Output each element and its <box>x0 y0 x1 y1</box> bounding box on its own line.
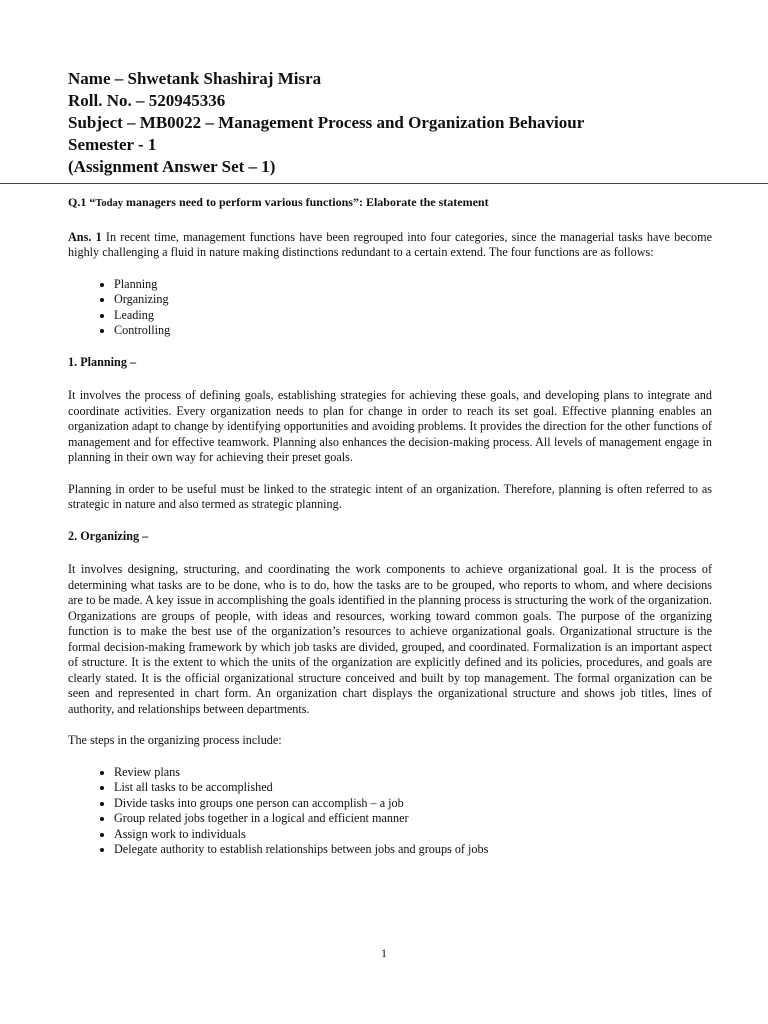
document-header <box>68 68 748 178</box>
answer-intro-text: In recent time, management functions have been regrouped into four categories, since the managerial tasks have become highly challenging a fluid in nature making distinctions redundant to a certain extend. The four functions are as follows: <box>68 229 712 259</box>
list-item: • Divide tasks into groups one person can accomplish – a job <box>114 796 712 812</box>
assignment-set: (Assignment Answer Set – 1) <box>68 157 276 176</box>
functions-list <box>68 277 712 339</box>
list-item: • Delegate authority to establish relationships between jobs and groups of jobs <box>114 842 712 858</box>
organizing-heading: 2. Organizing – <box>68 528 149 543</box>
list-item: • Organizing <box>114 292 712 308</box>
list-item: • Planning <box>114 277 712 293</box>
answer-label: Ans. 1 <box>68 229 102 244</box>
document-body <box>68 195 712 874</box>
semester-line: Semester - 1 <box>68 135 157 154</box>
list-item: • Controlling <box>114 323 712 339</box>
answer-intro-paragraph <box>68 230 712 261</box>
planning-paragraph-2: Planning in order to be useful must be linked to the strategic intent of an organization. Therefore, planning is often referred to as strategic in nature and also termed as strategic planning. <box>68 481 712 511</box>
page-number: 1 <box>381 946 387 960</box>
roll-number: Roll. No. – 520945336 <box>68 91 226 110</box>
organizing-paragraph-1: It involves designing, structuring, and coordinating the work components to achieve organizational goal. It is the process of determining what tasks are to be done, who is to do, how the tasks are to be grouped, who reports to whom, and where decisions are to be made. A key issue in accomplishing the goals identified in the planning process is structuring the work of the organization. Organizations are groups of people, with ideas and resources, working toward common goals. The purpose of the organizing function is to make the best use of the organization’s resources to achieve organizational goals. Organizational structure is the formal decision-making framework by which job tasks are divided, grouped, and coordinated. Formalization is an important aspect of structure. It is the extent to which the units of the organization are explicitly defined and its policies, procedures, and goals are clearly stated. It is the official organizational structure conceived and built by top management. The formal organization can be seen and represented in chart form. An organization chart displays the organizational structure and shows job titles, lines of authority, and relationships between departments. <box>68 562 712 716</box>
list-item: • List all tasks to be accomplished <box>114 780 712 796</box>
list-item: • Assign work to individuals <box>114 827 712 843</box>
student-name: Name – Shwetank Shashiraj Misra <box>68 69 322 88</box>
list-item: • Leading <box>114 308 712 324</box>
planning-paragraph-1: It involves the process of defining goals, establishing strategies for achieving these goals, and developing plans to integrate and coordinate activities. Every organization needs to plan for change in order to reach its set goal. Effective planning enables an organization adapt to change by identifying opportunities and avoiding problems. It provides the direction for the other functions of management and for effective teamwork. Planning also enhances the decision-making process. All levels of management engage in planning in their own way for achieving their preset goals. <box>68 388 712 464</box>
question-rest: managers need to perform various functions”: Elaborate the statement <box>122 195 489 209</box>
question-heading <box>68 195 712 212</box>
organizing-steps-intro: The steps in the organizing process include: <box>68 733 282 747</box>
question-prefix: Q.1 “ <box>68 195 96 209</box>
list-item: • Review plans <box>114 765 712 781</box>
header-divider <box>0 183 768 184</box>
organizing-steps-list <box>68 765 712 858</box>
subject-line: Subject – MB0022 – Management Process and Organization Behaviour <box>68 113 585 132</box>
list-item: • Group related jobs together in a logical and efficient manner <box>114 811 712 827</box>
planning-heading: 1. Planning – <box>68 354 137 369</box>
question-small-word: Today <box>95 198 123 209</box>
